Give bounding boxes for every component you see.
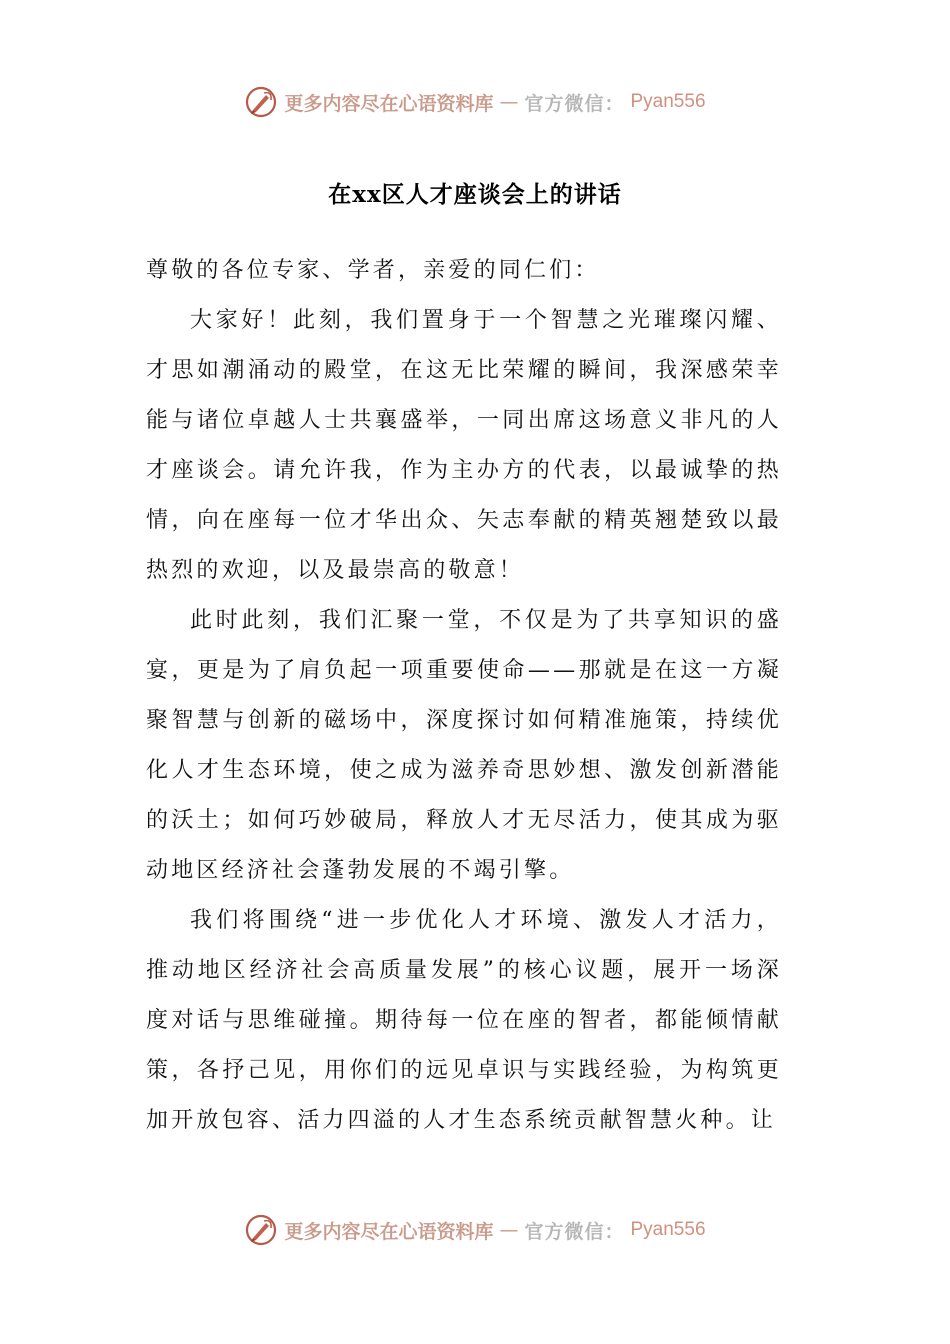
- paragraph-1: 大家好！此刻，我们置身于一个智慧之光璀璨闪耀、才思如潮涌动的殿堂，在这无比荣耀的瞬间，我深感荣幸能与诸位卓越人士共襄盛举，一同出席这场意义非凡的人才座谈会。请允许我，作为主办方的代表，以最诚挚的热情，向在座每一位才华出众、矢志奉献的精英翘楚致以最热烈的欢迎，以及最崇高的敬意！: [146, 308, 782, 583]
- document-body: [146, 246, 782, 1146]
- watermark-sub-text: 官方微信：: [524, 1220, 625, 1243]
- watermark-dash: —: [499, 91, 519, 113]
- watermark-inner: [244, 1213, 705, 1247]
- watermark-wechat-id: Pyan556: [630, 1219, 706, 1240]
- pen-logo-icon: [244, 85, 278, 119]
- watermark-main-text: 更多内容尽在心语资料库: [284, 1220, 494, 1243]
- paragraph-2: 此时此刻，我们汇聚一堂，不仅是为了共享知识的盛宴，更是为了肩负起一项重要使命——那就是在这一方凝聚智慧与创新的磁场中，深度探讨如何精准施策，持续优化人才生态环境，使之成为滋养奇思妙想、激发创新潜能的沃土；如何巧妙破局，释放人才无尽活力，使其成为驱动地区经济社会蓬勃发展的不竭引擎。: [146, 608, 782, 883]
- watermark-sub-text: 官方微信：: [524, 92, 625, 115]
- watermark-footer: [0, 1210, 950, 1250]
- watermark-header: [0, 82, 950, 122]
- pen-logo-icon: [244, 1213, 278, 1247]
- document-title: 在xx区人才座谈会上的讲话: [328, 181, 622, 208]
- paragraph-3: 我们将围绕“进一步优化人才环境、激发人才活力，推动地区经济社会高质量发展”的核心议题，展开一场深度对话与思维碰撞。期待每一位在座的智者，都能倾情献策，各抒己见，用你们的远见卓识与实践经验，为构筑更加开放包容、活力四溢的人才生态系统贡献智慧火种。让: [146, 908, 782, 1133]
- watermark-wechat-id: Pyan556: [630, 91, 706, 112]
- watermark-dash: —: [499, 1219, 519, 1241]
- salutation: 尊敬的各位专家、学者，亲爱的同仁们：: [146, 258, 600, 283]
- watermark-main-text: 更多内容尽在心语资料库: [284, 92, 494, 115]
- watermark-inner: [244, 85, 705, 119]
